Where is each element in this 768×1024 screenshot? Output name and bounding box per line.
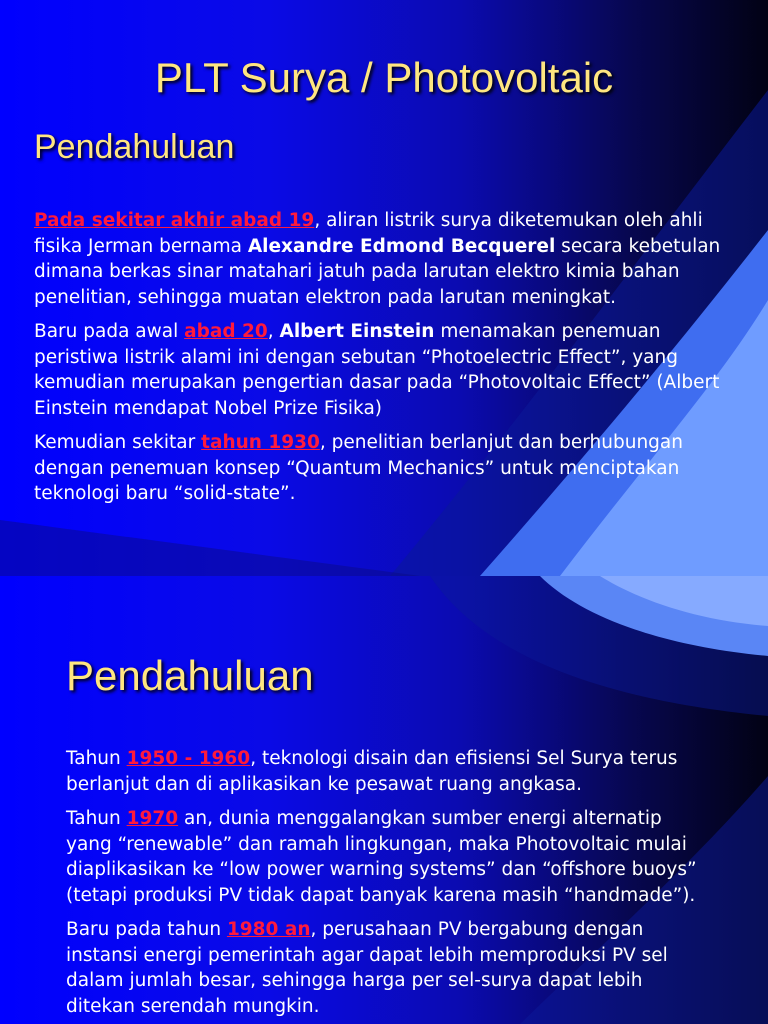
text-run: yang “renewable” dan ramah lingkungan, maka Photovoltaic mulai [66,833,687,855]
text-run: kemudian merupakan pengertian dasar pada “Photovoltaic Effect” (Albert [34,372,720,393]
text-run: Baru pada awal [34,321,185,342]
slide-2-paragraph-2 [66,806,726,908]
text-run: Tahun [66,808,127,829]
text-run: dengan penemuan konsep “Quantum Mechanics” untuk menciptakan [34,457,680,479]
slide-2-paragraph-1 [66,746,726,797]
text-run: peristiwa listrik alami ini dengan sebutan “Photoelectric Effect”, yang [34,346,678,368]
text-run: an, dunia menggalangkan sumber energi alternatip [178,808,662,829]
text-run: fisika Jerman bernama [34,235,248,257]
slide-1-title: PLT Surya / Photovoltaic [154,54,614,101]
text-run: instansi energi pemerintah agar dapat lebih memproduksi PV sel [66,944,668,966]
slide-1-paragraph-3 [34,430,744,507]
text-run: menamakan penemuan [434,321,661,342]
text-run: diaplikasikan ke “low power warning systems” dan “offshore buoys” [66,859,697,880]
text-run: dalam jumlah besar, sehingga harga per sel-surya dapat lebih [66,970,643,991]
text-run: Baru pada tahun [66,919,227,940]
text-run: berlanjut dan di aplikasikan ke pesawat ruang angkasa. [66,773,582,795]
text-run: , [267,321,280,342]
text-run: (tetapi produksi PV tidak dapat banyak karena masih “handmade”). [66,884,696,906]
text-run: , aliran listrik surya diketemukan oleh ahli [314,210,703,231]
highlight-date: 1980 an [226,919,311,940]
highlight-date: Pada sekitar akhir abad 19 [34,210,315,231]
text-run: dimana berkas sinar matahari jatuh pada larutan elektro kimia bahan [34,261,680,282]
text-run: penelitian, sehingga muatan elektron pada larutan meningkat. [34,286,616,308]
text-run: , perusahaan PV bergabung dengan [310,919,644,940]
slide-1-paragraph-2 [34,319,744,421]
slide-2 [0,576,768,1024]
slide-1-body [34,208,744,516]
slide-1-paragraph-1 [34,208,744,310]
slide-1-subtitle: Pendahuluan [34,128,235,166]
text-run: Kemudian sekitar [34,432,202,453]
text-run: , penelitian berlanjut dan berhubungan [319,432,683,453]
slide-2-body [66,746,726,1024]
highlight-date: 1950 - 1960 [126,748,251,769]
text-run: Tahun [66,748,127,769]
slide-2-paragraph-3 [66,917,726,1019]
scientist-name: Alexandre Edmond Becquerel [247,235,556,257]
text-run: secara kebetulan [555,235,721,257]
text-run: teknologi baru “solid-state”. [34,483,296,504]
highlight-date: abad 20 [184,321,268,342]
highlight-date: tahun 1930 [201,432,320,453]
text-run: ditekan serendah mungkin. [66,995,320,1017]
text-run: Einstein mendapat Nobel Prize Fisika) [34,397,383,419]
text-run: , teknologi disain dan efisiensi Sel Surya terus [250,748,678,769]
highlight-date: 1970 [126,808,179,829]
slide-2-title: Pendahuluan [66,652,314,699]
scientist-name: Albert Einstein [279,321,435,342]
